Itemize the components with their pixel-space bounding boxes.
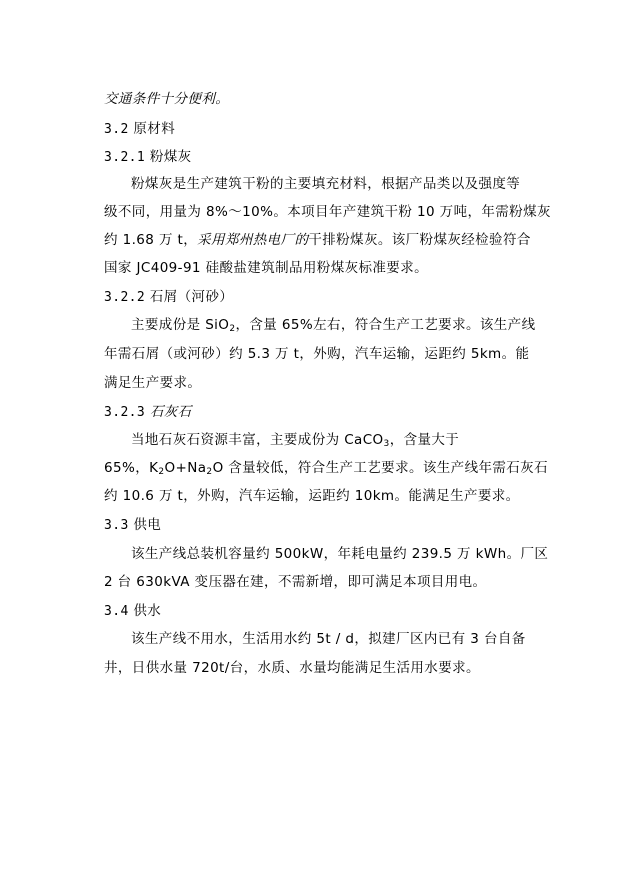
heading-title: 粉煤灰 (149, 149, 192, 165)
text-run: O 含量较低，符合生产工艺要求。该生产线年需石灰石 (212, 460, 548, 476)
paragraph-line: 约 10.6 万 t，外购，汽车运输，运距约 10km。能满足生产要求。 (104, 488, 520, 504)
text-run: 约 1.68 万 t， (104, 232, 198, 248)
paragraph-line (131, 315, 535, 335)
heading-3-2 (104, 119, 175, 140)
heading-title: 石屑（河砂） (149, 289, 234, 305)
italic-text-run: 采用郑州热电厂的 (197, 232, 309, 248)
heading-number: 3.2.2 (104, 290, 146, 305)
text-run: 主要成份是 SiO (131, 317, 230, 333)
paragraph-line: 该生产线总装机容量约 500kW，年耗电量约 239.5 万 kWh。厂区 (131, 546, 549, 562)
text-run: ，含量 65%左右，符合生产工艺要求。该生产线 (235, 317, 536, 333)
heading-title: 供水 (133, 603, 162, 619)
heading-3-4 (104, 601, 161, 622)
intro-tail-text: 交通条件十分便利。 (104, 91, 230, 107)
text-run: 干排粉煤灰。该厂粉煤灰经检验符合 (308, 232, 531, 248)
text-run: 当地石灰石资源丰富，主要成份为 CaCO (131, 432, 384, 448)
heading-title: 原材料 (133, 121, 176, 137)
text-run: ，含量大于 (389, 432, 460, 448)
heading-number: 3.2.3 (104, 405, 146, 420)
heading-3-2-2 (104, 287, 233, 308)
heading-number: 3.4 (104, 604, 129, 619)
heading-3-2-1 (104, 147, 192, 168)
paragraph-line: 井，日供水量 720t/台，水质、水量均能满足生活用水要求。 (104, 660, 480, 676)
heading-number: 3.2.1 (104, 150, 146, 165)
subscript: 2 (229, 324, 236, 334)
text-run: 65%，K (104, 460, 159, 476)
paragraph-line: 级不同，用量为 8%～10%。本项目年产建筑干粉 10 万吨，年需粉煤灰 (104, 204, 551, 220)
paragraph-line: 该生产线不用水，生活用水约 5t / d，拟建厂区内已有 3 台自备 (131, 631, 526, 647)
heading-number: 3.2 (104, 122, 129, 137)
heading-title: 石灰石 (149, 404, 192, 420)
paragraph-line: 满足生产要求。 (104, 375, 202, 391)
paragraph-line: 粉煤灰是生产建筑干粉的主要填充材料，根据产品类以及强度等 (131, 176, 521, 192)
paragraph-line: 国家 JC409-91 硅酸盐建筑制品用粉煤灰标准要求。 (104, 260, 429, 276)
heading-3-2-3 (104, 402, 192, 423)
paragraph-line: 2 台 630kVA 变压器在建，不需新增，即可满足本项目用电。 (104, 574, 487, 590)
paragraph-line: 年需石屑（或河砂）约 5.3 万 t，外购，汽车运输，运距约 5km。能 (104, 346, 530, 362)
heading-number: 3.3 (104, 518, 129, 533)
subscript: 2 (158, 467, 165, 477)
text-run: O+Na (164, 460, 207, 476)
subscript: 2 (206, 467, 213, 477)
paragraph-line (104, 230, 531, 250)
heading-3-3 (104, 515, 161, 536)
subscript: 3 (383, 439, 390, 449)
paragraph-line (104, 458, 548, 478)
paragraph-line (131, 430, 459, 450)
heading-title: 供电 (133, 517, 162, 533)
